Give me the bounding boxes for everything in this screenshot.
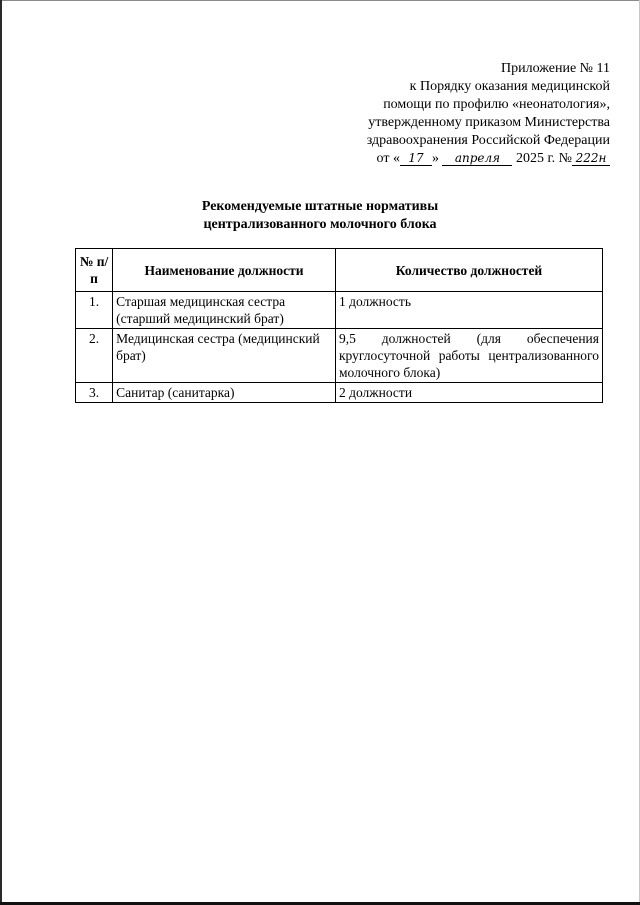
order-month: апреля [442,151,512,166]
row-num: 3. [76,383,113,403]
document-title [0,198,640,234]
order-date-line [325,150,610,168]
appendix-line: помощи по профилю «неонатология», [383,97,610,112]
header-quantity: Количество должностей [335,249,602,292]
order-number: 222н [572,151,610,166]
date-suffix: » [431,151,439,166]
row-quantity: 9,5 должностей (для обеспечения круглосуточной работы централизованного молочного блока) [335,329,602,383]
table-header-row [76,249,603,292]
appendix-header [325,60,610,168]
row-num: 2. [76,329,113,383]
date-prefix: от « [376,151,400,166]
row-position: Старшая медицинская сестра (старший медицинский брат) [113,292,336,329]
row-position: Медицинская сестра (медицинский брат) [113,329,336,383]
appendix-line: к Порядку оказания медицинской [409,79,610,94]
appendix-line: здравоохранения Российской Федерации [366,133,610,148]
table-row [76,383,603,403]
title-line: Рекомендуемые штатные нормативы [201,199,439,214]
row-num: 1. [76,292,113,329]
title-line: централизованного молочного блока [203,217,437,232]
staffing-table [75,248,603,403]
row-position: Санитар (санитарка) [113,383,336,403]
row-quantity: 2 должности [335,383,602,403]
order-day: 17 [400,151,432,166]
table-row [76,292,603,329]
table-row [76,329,603,383]
header-num: № п/п [76,249,113,292]
row-quantity: 1 должность [335,292,602,329]
appendix-number: Приложение № 11 [501,61,610,76]
header-position: Наименование должности [113,249,336,292]
scan-edge-left [0,0,2,905]
order-year-text: 2025 г. № [515,151,572,166]
appendix-line: утвержденному приказом Министерства [368,115,610,130]
scan-edge-top [0,0,640,1]
